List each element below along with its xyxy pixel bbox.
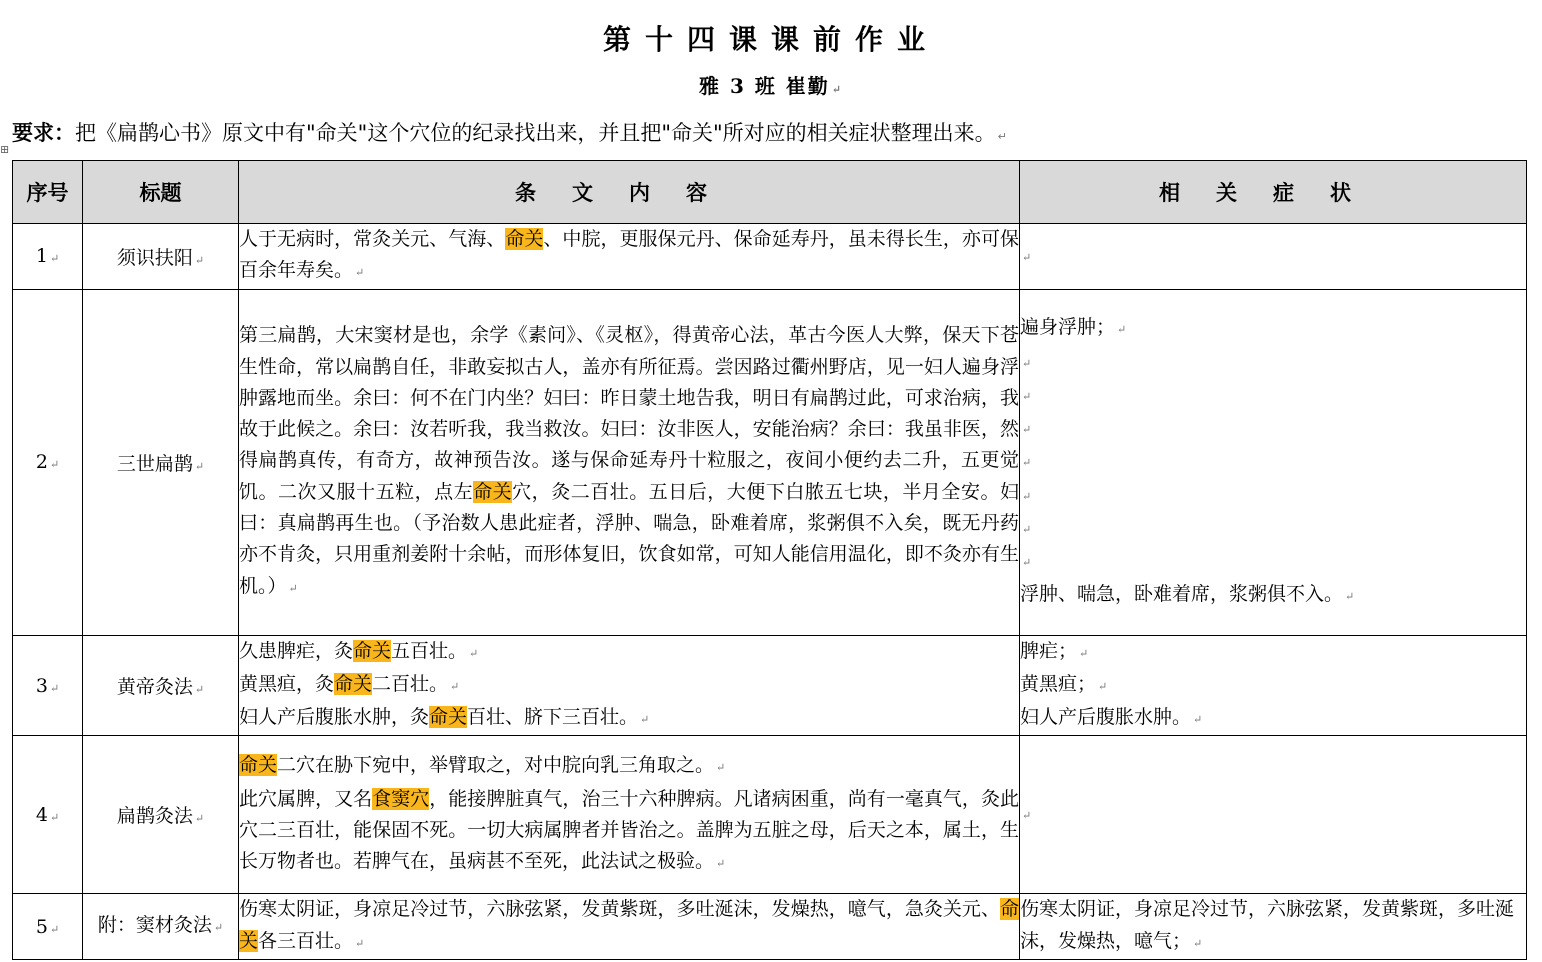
- row-symptoms: [1020, 894, 1527, 960]
- row-index: 2 ↵: [13, 289, 83, 635]
- row-symptoms: ↵: [1020, 736, 1527, 894]
- symptom-line: ↵: [1022, 556, 1032, 570]
- row-title: 黄帝灸法 ↵: [83, 635, 239, 736]
- symptom-line: ↵: [1022, 456, 1032, 470]
- row-index: 5 ↵: [13, 894, 83, 960]
- table-move-handle-icon[interactable]: ⊞: [0, 143, 10, 156]
- symptom-line: 脾疟； ↵: [1020, 639, 1089, 662]
- highlighted-term: 命关: [239, 754, 278, 777]
- header-content: 条文内容: [239, 161, 1020, 224]
- header-index: 序号: [13, 161, 83, 224]
- table-row: [13, 224, 1527, 290]
- highlighted-term: 命关: [239, 898, 1019, 952]
- table-header-row: [13, 161, 1527, 224]
- row-content: 第三扁鹊，大宋窦材是也，余学《素问》、《灵枢》，得黄帝心法，革古今医人大弊，保天下苍生性命，常以扁鹊自任，非敢妄拟古人，盖亦有所征焉。尝因路过衢州野店，见一妇人遍身浮肿露地而坐。余曰：何不在门内坐？妇曰：昨日蒙土地告我，明日有扁鹊过此，可求治病，我故于此候之。余曰：汝若听我，我当救汝。妇曰：汝非医人，安能治病？余曰：我虽非医，然得扁鹊真传，有奇方，故神预告汝。遂与保命延寿丹十粒服之，夜间小便约去二升，五更觉饥。二次又服十五粒，点左命关穴，灸二百壮。五日后，大便下白脓五七块，半月全安。妇曰：真扁鹊再生也。（予治数人患此症者，浮肿、喘急，卧难着席，浆粥俱不入矣，既无丹药亦不肯灸，只用重剂姜附十余帖，而形体复旧，饮食如常，可知人能信用温化，即不灸亦有生机。） ↵: [239, 289, 1020, 635]
- assignment-table: [12, 160, 1527, 960]
- symptom-line: ↵: [1022, 523, 1032, 537]
- row-index: 4 ↵: [13, 736, 83, 894]
- table-row: [13, 635, 1527, 736]
- highlighted-term: 命关: [334, 672, 373, 695]
- highlighted-term: 命关: [473, 480, 513, 503]
- symptom-line: ↵: [1022, 389, 1032, 403]
- row-content: 人于无病时，常灸关元、气海、命关、中脘，更服保元丹、保命延寿丹，虽未得长生，亦可保百余年寿矣。 ↵: [239, 224, 1020, 290]
- page-subtitle: 雅 3 班 崔勤 ↵: [698, 74, 844, 98]
- header-title: 标题: [83, 161, 239, 224]
- content-line: 久患脾疟，灸命关五百壮。 ↵: [239, 639, 479, 662]
- row-index: 3 ↵: [13, 635, 83, 736]
- row-index: 1 ↵: [13, 224, 83, 290]
- row-title: 须识扶阳 ↵: [83, 224, 239, 290]
- highlighted-term: 命关: [353, 639, 392, 662]
- symptom-line: ↵: [1022, 489, 1032, 503]
- row-title: 附：窦材灸法 ↵: [83, 894, 239, 960]
- row-symptoms: ↵: [1020, 224, 1527, 290]
- row-title: 扁鹊灸法 ↵: [83, 736, 239, 894]
- table-row: [13, 289, 1527, 635]
- page-title: 第十四课课前作业: [602, 23, 939, 56]
- requirement-label: 要求：: [12, 121, 75, 145]
- table-row: [13, 894, 1527, 960]
- symptom-line: 妇人产后腹胀水肿。 ↵: [1020, 706, 1203, 729]
- symptom-line: 黄黑疸； ↵: [1020, 672, 1108, 695]
- row-title: 三世扁鹊 ↵: [83, 289, 239, 635]
- row-symptoms: [1020, 289, 1527, 635]
- highlighted-term: 命关: [429, 706, 468, 729]
- symptom-line: 遍身浮肿； ↵: [1020, 316, 1127, 339]
- symptom-line: 浮肿、喘急，卧难着席，浆粥俱不入。 ↵: [1020, 582, 1355, 605]
- symptom-line: ↵: [1022, 356, 1032, 370]
- highlighted-term: 食窦穴: [372, 787, 430, 810]
- highlighted-term: 命关: [505, 228, 544, 250]
- row-content: [239, 635, 1020, 736]
- row-content: [239, 736, 1020, 894]
- row-content: 伤寒太阴证，身凉足冷过节，六脉弦紧，发黄紫斑，多吐涎沫，发燥热，噫气，急灸关元、命关各三百壮。 ↵: [239, 894, 1020, 960]
- requirement-line: 要求：把《扁鹊心书》原文中有"命关"这个穴位的纪录找出来，并且把"命关"所对应的相关症状整理出来。 ↵: [12, 121, 1007, 145]
- content-line: 黄黑疸，灸命关二百壮。 ↵: [239, 672, 460, 695]
- content-line: 命关二穴在胁下宛中，举臂取之，对中脘向乳三角取之。 ↵: [239, 754, 726, 777]
- content-line: 妇人产后腹胀水肿，灸命关百壮、脐下三百壮。 ↵: [239, 706, 650, 729]
- symptom-line: ↵: [1022, 423, 1032, 437]
- table-row: [13, 736, 1527, 894]
- symptom-line: 伤寒太阴证，身凉足冷过节，六脉弦紧，发黄紫斑，多吐涎沫，发燥热，噫气； ↵: [1020, 898, 1515, 952]
- content-line: 此穴属脾，又名食窦穴，能接脾脏真气，治三十六种脾病。凡诸病困重，尚有一毫真气，灸此穴二三百壮，能保固不死。一切大病属脾者并皆治之。盖脾为五脏之母，后天之本，属土，生长万物者也。若脾气在，虽病甚不至死，此法试之极验。 ↵: [239, 787, 1019, 873]
- requirement-text: 把《扁鹊心书》原文中有"命关"这个穴位的纪录找出来，并且把"命关"所对应的相关症状整理出来。: [75, 121, 996, 145]
- row-symptoms: [1020, 635, 1527, 736]
- header-symptoms: 相关症状: [1020, 161, 1527, 224]
